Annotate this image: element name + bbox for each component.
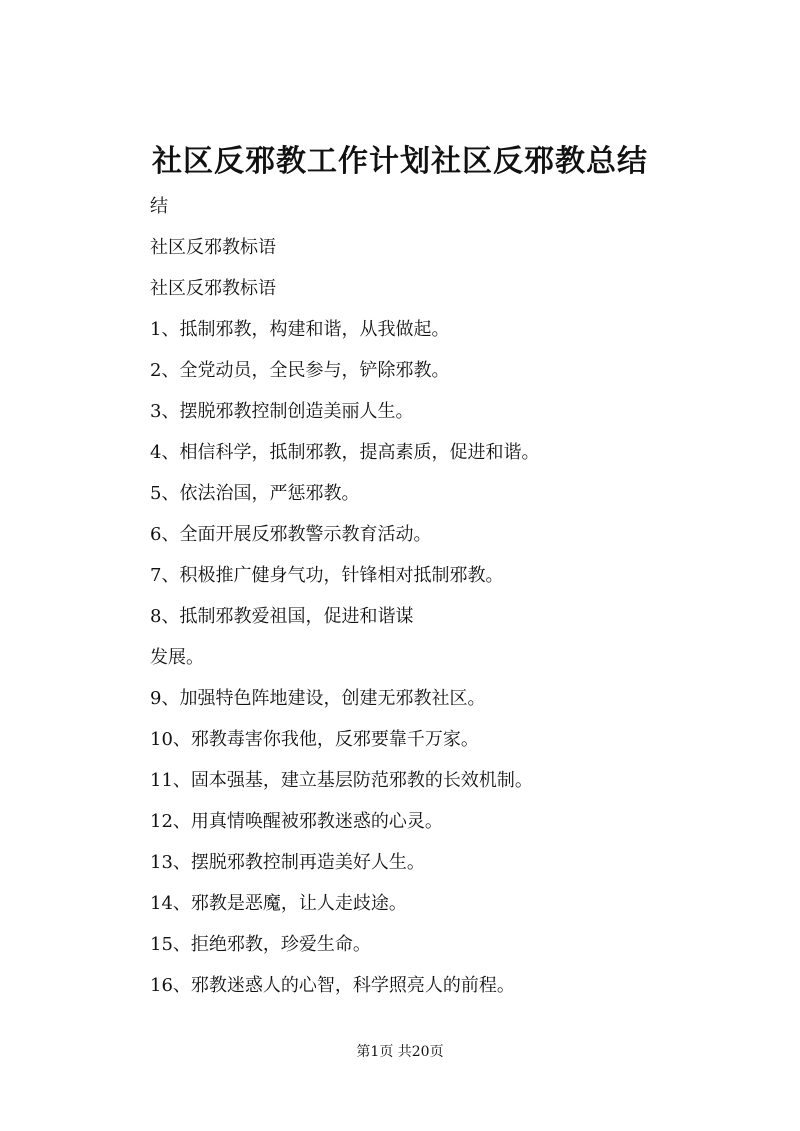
- slogan-item: 13、摆脱邪教控制再造美好人生。: [150, 852, 425, 873]
- text-line: 结: [150, 196, 168, 217]
- slogan-item: 4、相信科学，抵制邪教，提高素质，促进和谐。: [150, 442, 540, 463]
- text-line: 社区反邪教标语: [150, 278, 276, 299]
- document-body: [150, 186, 750, 1006]
- slogan-item: 5、依法治国，严惩邪教。: [150, 483, 360, 504]
- slogan-item: 2、全党动员，全民参与，铲除邪教。: [150, 360, 450, 381]
- document-title: 社区反邪教工作计划社区反邪教总结: [152, 144, 648, 179]
- slogan-continuation: 发展。: [150, 647, 204, 668]
- slogan-item: 6、全面开展反邪教警示教育活动。: [150, 524, 432, 545]
- slogan-item: 10、邪教毒害你我他，反邪要靠千万家。: [150, 729, 479, 750]
- slogan-item: 8、抵制邪教爱祖国，促进和谐谋: [150, 606, 414, 627]
- slogan-item: 15、拒绝邪教，珍爱生命。: [150, 934, 371, 955]
- slogan-item: 7、积极推广健身气功，针锋相对抵制邪教。: [150, 565, 504, 586]
- slogan-item: 16、邪教迷惑人的心智，科学照亮人的前程。: [150, 975, 515, 996]
- slogan-item: 1、抵制邪教，构建和谐，从我做起。: [150, 319, 450, 340]
- slogan-item: 12、用真情唤醒被邪教迷惑的心灵。: [150, 811, 443, 832]
- slogan-item: 9、加强特色阵地建设，创建无邪教社区。: [150, 688, 486, 709]
- slogan-item: 14、邪教是恶魔，让人走歧途。: [150, 893, 407, 914]
- slogan-item: 3、摆脱邪教控制创造美丽人生。: [150, 401, 414, 422]
- text-line: 社区反邪教标语: [150, 237, 276, 258]
- slogan-item: 11、固本强基，建立基层防范邪教的长效机制。: [150, 770, 533, 791]
- page-number: 第1页 共20页: [356, 1044, 444, 1060]
